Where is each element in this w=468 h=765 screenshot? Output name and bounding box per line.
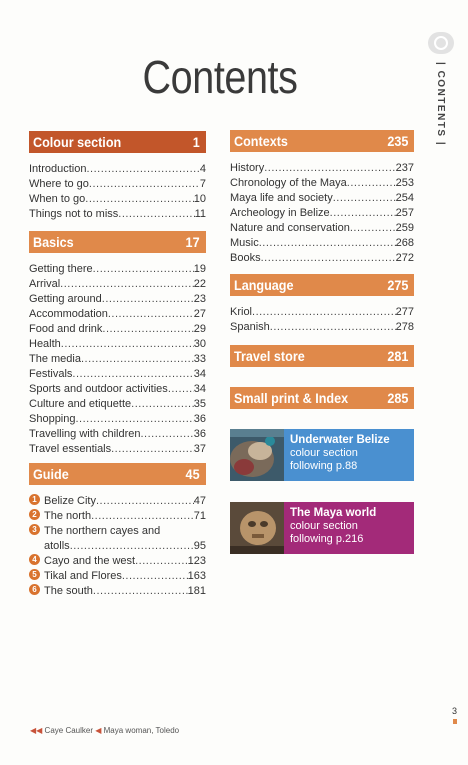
- leader-dots: [89, 177, 200, 192]
- contexts-block: [230, 130, 414, 266]
- entry-label: atolls: [44, 540, 70, 552]
- leader-dots: [135, 554, 188, 569]
- toc-entry[interactable]: [29, 277, 206, 292]
- guide-block: [29, 463, 206, 599]
- leader-dots: [330, 206, 396, 221]
- entry-page: 272: [395, 252, 414, 264]
- entry-label: Health: [29, 338, 61, 350]
- small-print-block: [230, 387, 414, 409]
- maya-world-thumbnail: [230, 502, 284, 554]
- promo-line: colour section: [290, 520, 358, 532]
- entry-page: 10: [193, 193, 206, 205]
- entry-page: 259: [395, 222, 414, 234]
- leader-dots: [93, 584, 188, 599]
- entry-page: 253: [395, 177, 414, 189]
- promo-title: Underwater Belize: [290, 434, 390, 446]
- entry-page: 37: [193, 443, 206, 455]
- entry-page: 22: [193, 278, 206, 290]
- leader-dots: [270, 320, 396, 335]
- chapter-number-badge: 5: [29, 569, 40, 580]
- entry-page: 254: [395, 192, 414, 204]
- section-name: Small print & Index: [234, 390, 349, 406]
- toc-entry[interactable]: [29, 397, 206, 412]
- entry-label: Getting there: [29, 263, 93, 275]
- entry-page: 71: [193, 510, 206, 522]
- contexts-header[interactable]: [230, 130, 414, 152]
- leader-dots: [347, 176, 396, 191]
- toc-entry[interactable]: [29, 494, 206, 509]
- colour-entry-list: [29, 162, 206, 222]
- toc-entry[interactable]: [29, 412, 206, 427]
- leader-dots: [72, 367, 193, 382]
- contexts-entry-list: [230, 161, 414, 266]
- entry-label: Accommodation: [29, 308, 108, 320]
- toc-entry[interactable]: [29, 322, 206, 337]
- chapter-number-badge: 2: [29, 509, 40, 520]
- leader-dots: [81, 352, 194, 367]
- entry-label: Arrival: [29, 278, 61, 290]
- promo-line: following p.88: [290, 460, 358, 472]
- toc-entry[interactable]: [29, 539, 206, 554]
- toc-entry[interactable]: [230, 191, 414, 206]
- section-page: 285: [386, 390, 408, 406]
- leader-dots: [102, 322, 193, 337]
- section-page: 281: [386, 348, 408, 364]
- leader-dots: [61, 337, 194, 352]
- leader-dots: [96, 494, 194, 509]
- language-header[interactable]: [230, 274, 414, 296]
- entry-label: Cayo and the west: [44, 555, 136, 567]
- entry-page: 95: [193, 540, 206, 552]
- entry-page: 34: [193, 368, 206, 380]
- entry-label: Festivals: [29, 368, 73, 380]
- basics-entry-list: [29, 262, 206, 457]
- leader-dots: [91, 509, 194, 524]
- toc-entry[interactable]: [29, 524, 206, 539]
- toc-entry[interactable]: [29, 554, 206, 569]
- toc-entry[interactable]: [230, 176, 414, 191]
- entry-label: Sports and outdoor activities: [29, 383, 168, 395]
- leader-dots: [70, 539, 194, 554]
- chapter-number-badge: 3: [29, 524, 40, 535]
- guide-entry-list: [29, 494, 206, 599]
- leader-dots: [118, 207, 194, 222]
- toc-entry[interactable]: [230, 221, 414, 236]
- toc-entry[interactable]: [29, 292, 206, 307]
- chapter-number-badge: 6: [29, 584, 40, 595]
- entry-page: 11: [194, 208, 206, 220]
- section-page: 1: [192, 134, 200, 150]
- page-marker: [453, 719, 457, 724]
- toc-entry[interactable]: [29, 584, 206, 599]
- toc-entry[interactable]: [230, 320, 414, 335]
- entry-page: 181: [187, 585, 206, 597]
- entry-page: 7: [199, 178, 206, 190]
- toc-entry[interactable]: [29, 367, 206, 382]
- entry-label: When to go: [29, 193, 86, 205]
- language-entry-list: [230, 305, 414, 335]
- promo-maya-world[interactable]: [230, 502, 414, 554]
- entry-label: Getting around: [29, 293, 102, 305]
- entry-page: 29: [193, 323, 206, 335]
- leader-dots: [111, 442, 194, 457]
- travel-store-header[interactable]: [230, 345, 414, 367]
- leader-dots: [76, 412, 194, 427]
- language-block: [230, 274, 414, 335]
- entry-page: 123: [187, 555, 206, 567]
- toc-entry[interactable]: [230, 305, 414, 320]
- entry-page: 36: [193, 428, 206, 440]
- leader-dots: [350, 221, 396, 236]
- leader-dots: [102, 292, 194, 307]
- entry-page: 33: [193, 353, 206, 365]
- leader-dots: [60, 277, 194, 292]
- section-tab: [428, 32, 456, 147]
- toc-entry[interactable]: [29, 427, 206, 442]
- basics-header[interactable]: [29, 231, 206, 253]
- entry-page: 4: [199, 163, 206, 175]
- colour-section-block: [29, 131, 206, 222]
- toc-entry[interactable]: [29, 569, 206, 584]
- caption-2: Maya woman, Toledo: [103, 726, 180, 735]
- chapter-number-badge: 4: [29, 554, 40, 565]
- entry-label: The media: [29, 353, 81, 365]
- underwater-thumbnail: [230, 429, 284, 481]
- entry-label: History: [230, 162, 265, 174]
- entry-page: 23: [193, 293, 206, 305]
- entry-page: 47: [193, 495, 206, 507]
- section-name: Guide: [33, 466, 69, 482]
- entry-label: Things not to miss: [29, 208, 119, 220]
- toc-entry[interactable]: [230, 161, 414, 176]
- entry-label: Tikal and Flores: [44, 570, 122, 582]
- entry-page: 30: [193, 338, 206, 350]
- entry-page: 163: [187, 570, 206, 582]
- entry-label: Chronology of the Maya: [230, 177, 347, 189]
- section-name: Colour section: [33, 134, 122, 150]
- entry-page: 35: [193, 398, 206, 410]
- tab-circle-icon: [428, 32, 454, 54]
- entry-label: Food and drink: [29, 323, 103, 335]
- double-arrow-left-icon: ◀◀: [30, 726, 43, 735]
- entry-label: Belize City: [44, 495, 96, 507]
- toc-entry[interactable]: [29, 307, 206, 322]
- promo-line: colour section: [290, 447, 358, 459]
- arrow-left-icon: ◀: [95, 726, 102, 735]
- entry-page: 278: [395, 321, 414, 333]
- section-page: 275: [386, 277, 408, 293]
- toc-entry[interactable]: [230, 206, 414, 221]
- toc-entry[interactable]: [29, 262, 206, 277]
- promo-title: The Maya world: [290, 507, 377, 519]
- leader-dots: [259, 236, 396, 251]
- entry-label: Shopping: [29, 413, 76, 425]
- entry-label: The north: [44, 510, 92, 522]
- small-print-header[interactable]: [230, 387, 414, 409]
- toc-entry[interactable]: [29, 337, 206, 352]
- entry-label: The northern cayes and: [44, 525, 161, 537]
- entry-label: Archeology in Belize: [230, 207, 330, 219]
- toc-entry[interactable]: [29, 207, 206, 222]
- entry-label: Spanish: [230, 321, 270, 333]
- leader-dots: [122, 569, 188, 584]
- section-page: 235: [386, 133, 408, 149]
- promo-underwater-belize[interactable]: [230, 429, 414, 481]
- section-name: Basics: [33, 234, 74, 250]
- entry-label: Maya life and society: [230, 192, 333, 204]
- section-name: Travel store: [234, 348, 305, 364]
- toc-entry[interactable]: [29, 382, 206, 397]
- leader-dots: [140, 427, 193, 442]
- entry-page: 237: [395, 162, 414, 174]
- entry-label: Music: [230, 237, 259, 249]
- caption-1: Caye Caulker: [44, 726, 94, 735]
- toc-entry[interactable]: [230, 251, 414, 266]
- leader-dots: [264, 161, 395, 176]
- entry-page: 277: [395, 306, 414, 318]
- toc-entry[interactable]: [29, 442, 206, 457]
- entry-label: Travelling with children: [29, 428, 141, 440]
- entry-label: Nature and conservation: [230, 222, 350, 234]
- entry-label: Travel essentials: [29, 443, 112, 455]
- leader-dots: [93, 262, 194, 277]
- entry-label: Books: [230, 252, 261, 264]
- promo-line: following p.216: [290, 533, 364, 545]
- page-title: Contents: [142, 51, 298, 103]
- entry-page: 34: [193, 383, 206, 395]
- entry-page: 19: [193, 263, 206, 275]
- toc-entry[interactable]: [29, 162, 206, 177]
- section-page: 17: [185, 234, 200, 250]
- chapter-number-badge: 1: [29, 494, 40, 505]
- entry-label: The south: [44, 585, 93, 597]
- entry-label: Where to go: [29, 178, 89, 190]
- toc-entry[interactable]: [29, 192, 206, 207]
- entry-label: Introduction: [29, 163, 87, 175]
- leader-dots: [131, 397, 194, 412]
- section-name: Contexts: [234, 133, 288, 149]
- entry-label: Kriol: [230, 306, 253, 318]
- toc-entry[interactable]: [29, 352, 206, 367]
- leader-dots: [108, 307, 194, 322]
- toc-entry[interactable]: [29, 509, 206, 524]
- entry-page: 268: [395, 237, 414, 249]
- section-page: 45: [185, 466, 200, 482]
- guide-header[interactable]: [29, 463, 206, 485]
- toc-entry[interactable]: [29, 177, 206, 192]
- leader-dots: [333, 191, 396, 206]
- page-number: 3: [452, 706, 458, 716]
- entry-page: 36: [193, 413, 206, 425]
- leader-dots: [86, 162, 199, 177]
- entry-label: Culture and etiquette: [29, 398, 132, 410]
- photo-caption: [30, 726, 179, 735]
- leader-dots: [168, 382, 194, 397]
- basics-block: [29, 231, 206, 457]
- section-name: Language: [234, 277, 294, 293]
- entry-page: 257: [395, 207, 414, 219]
- section-tab-label: | CONTENTS |: [435, 62, 446, 147]
- leader-dots: [85, 192, 193, 207]
- entry-page: 27: [193, 308, 206, 320]
- leader-dots: [261, 251, 396, 266]
- toc-entry[interactable]: [230, 236, 414, 251]
- colour-section-header[interactable]: [29, 131, 206, 153]
- leader-dots: [252, 305, 396, 320]
- travel-store-block: [230, 345, 414, 367]
